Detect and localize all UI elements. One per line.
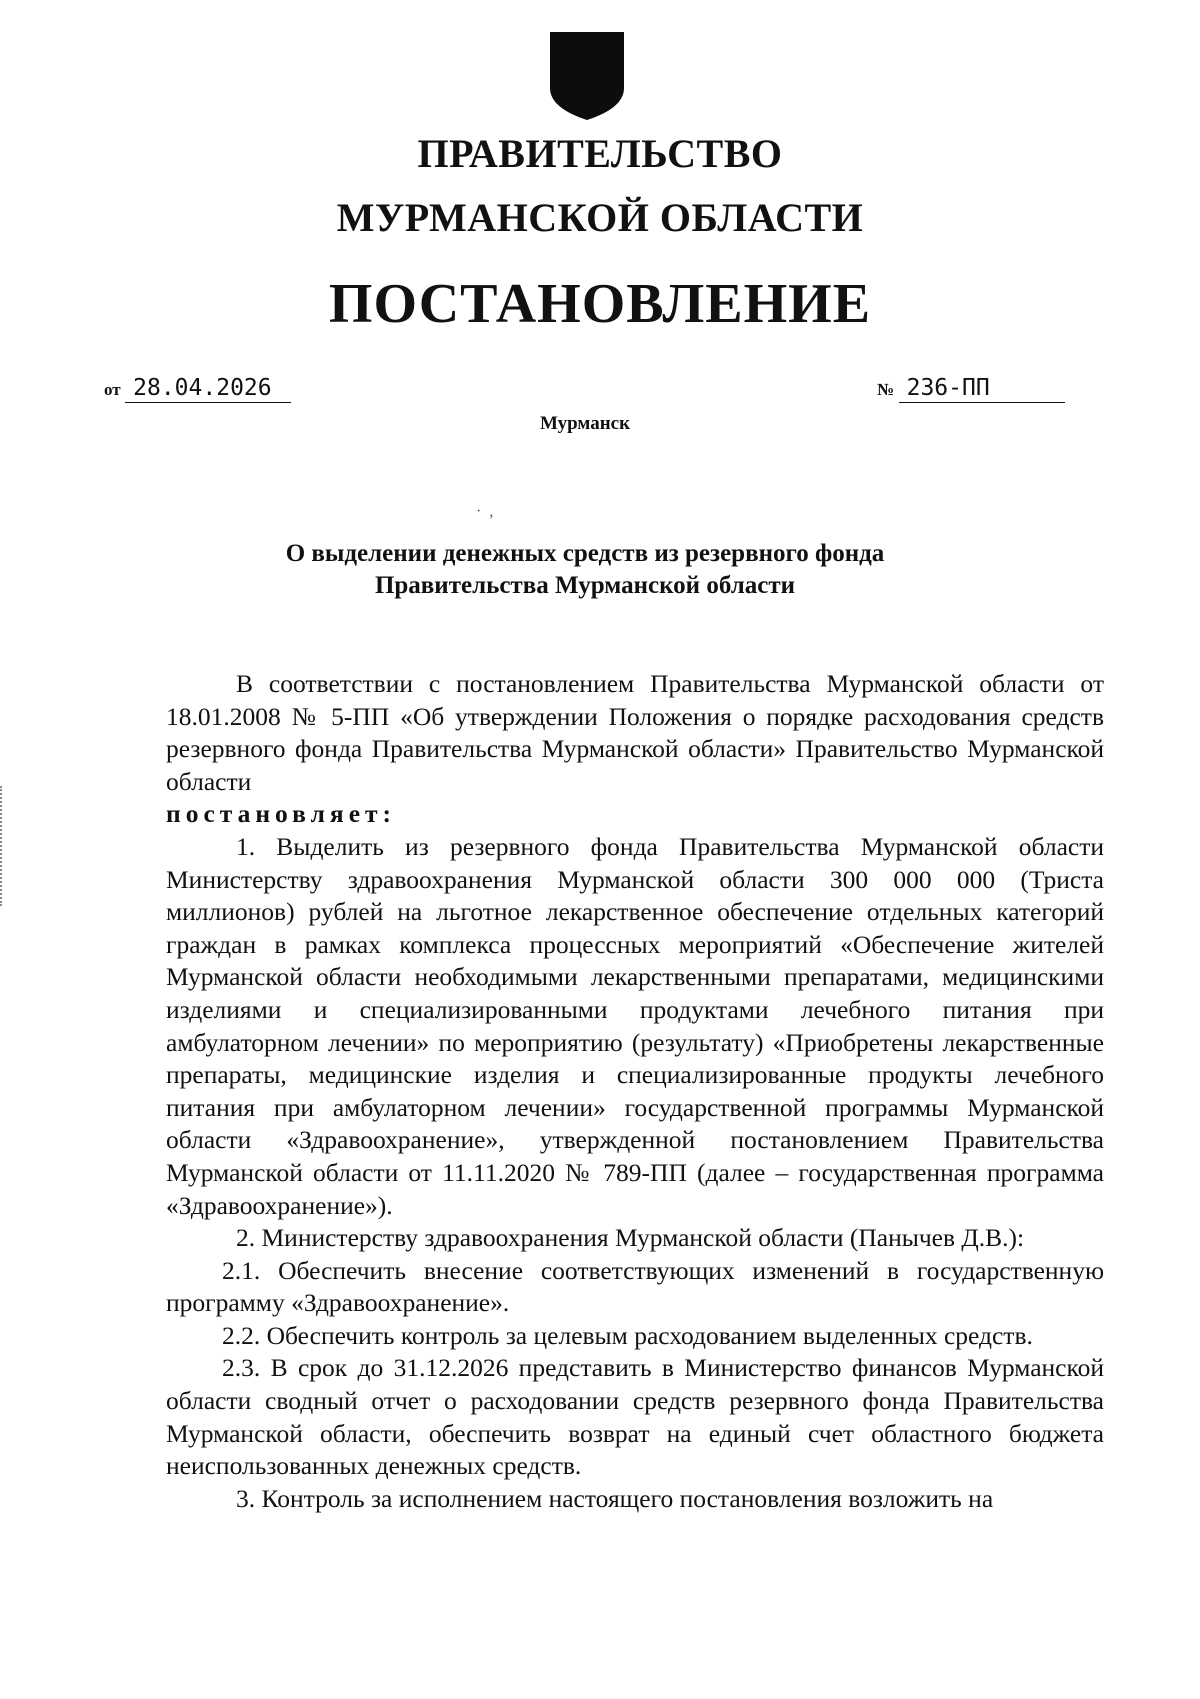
paragraph-3: 3. Контроль за исполнением настоящего постановления возложить на (236, 1483, 994, 1513)
date-row (104, 375, 291, 403)
paragraph-1: 1. Выделить из резервного фонда Правительства Мурманской области Министерству здравоохранения Мурманской области 300 000 000 (Триста миллионов) рублей на льготное лекарственное обеспечение отдельных категорий граждан в рамках комплекса процессных мероприятий «Обеспечение жителей Мурманской области необходимыми лекарственными препаратами, медицинскими изделиями и специализированными продуктами лечебного питания при амбулаторном лечении» по мероприятию (результату) «Приобретены лекарственные препараты, медицинские изделия и специализированные продукты лечебного питания при амбулаторном лечении» государственной программы Мурманской области «Здравоохранение», утвержденной постановлением Правительства Мурманской области от 11.11.2020 № 789-ПП (далее – государственная программа «Здравоохранение»). (166, 831, 1104, 1220)
city-name: Мурманск (539, 413, 631, 434)
coat-of-arms-emblem (548, 30, 626, 122)
preamble-paragraph: В соответствии с постановлением Правительства Мурманской области от 18.01.2008 № 5-ПП «Об утверждении Положения о порядке расходования средств резервного фонда Правительства Мурманской области» Правительство Мурманской области (166, 669, 1104, 796)
document-number: 236-ПП (899, 375, 1065, 403)
document-date: 28.04.2026 (125, 375, 291, 403)
subject-line2: Правительства Мурманской области (374, 572, 796, 599)
number-row (877, 375, 1065, 403)
date-label: от (104, 380, 121, 399)
document-subject (0, 538, 1170, 602)
scan-artifact: · , (476, 503, 494, 520)
paragraph-2-2: 2.2. Обеспечить контроль за целевым расходованием выделенных средств. (222, 1320, 1033, 1350)
government-title-line1: ПРАВИТЕЛЬСТВО (417, 131, 783, 176)
scan-margin-mark (0, 786, 5, 906)
paragraph-2-1: 2.1. Обеспечить внесение соответствующих изменений в государственную программу «Здравоохранение». (166, 1255, 1104, 1318)
subject-line1: О выделении денежных средств из резервного фонда (285, 540, 885, 567)
government-title-line2: МУРМАНСКОЙ ОБЛАСТИ (336, 195, 864, 240)
decree-word: постановляет: (166, 799, 397, 829)
paragraph-2-3: 2.3. В срок до 31.12.2026 представить в Министерство финансов Мурманской области сводный отчет о расходовании средств резервного фонда Правительства Мурманской области, обеспечить возврат на единый счет областного бюджета неиспользованных денежных средств. (166, 1353, 1104, 1481)
number-label: № (877, 380, 895, 399)
paragraph-2: 2. Министерству здравоохранения Мурманской области (Панычев Д.В.): (236, 1223, 1025, 1253)
document-type-title: ПОСТАНОВЛЕНИЕ (328, 273, 872, 335)
document-body (166, 668, 1104, 1515)
